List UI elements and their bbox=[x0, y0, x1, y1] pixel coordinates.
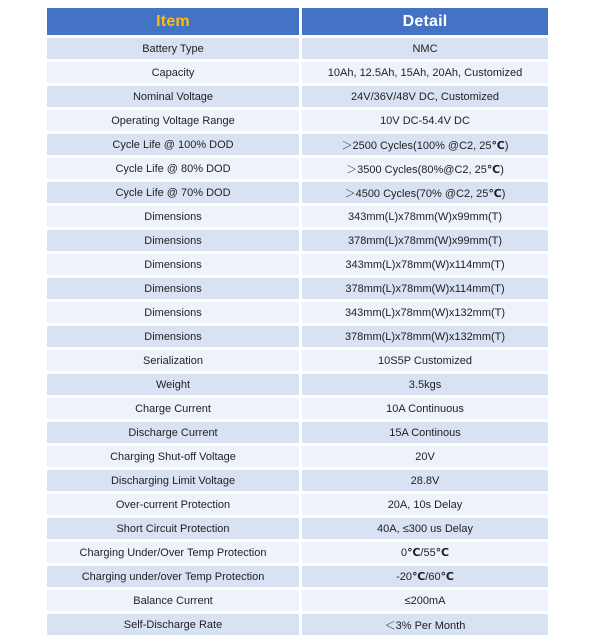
item-cell: Dimensions bbox=[47, 254, 299, 275]
detail-cell: 24V/36V/48V DC, Customized bbox=[302, 86, 548, 107]
table-row bbox=[47, 182, 548, 203]
table-row bbox=[47, 326, 548, 347]
detail-cell: 15A Continous bbox=[302, 422, 548, 443]
table-row bbox=[47, 518, 548, 539]
battery-spec-table bbox=[44, 5, 551, 638]
item-cell: Serialization bbox=[47, 350, 299, 371]
table-row bbox=[47, 590, 548, 611]
item-cell: Discharging Limit Voltage bbox=[47, 470, 299, 491]
detail-cell: -20℃/60℃ bbox=[302, 566, 548, 587]
item-cell: Charge Current bbox=[47, 398, 299, 419]
item-cell: Self-Discharge Rate bbox=[47, 614, 299, 635]
table-row bbox=[47, 422, 548, 443]
table-row bbox=[47, 278, 548, 299]
item-cell: Over-current Protection bbox=[47, 494, 299, 515]
detail-cell: 28.8V bbox=[302, 470, 548, 491]
detail-cell: 343mm(L)x78mm(W)x132mm(T) bbox=[302, 302, 548, 323]
table-row bbox=[47, 158, 548, 179]
item-cell: Cycle Life @ 70% DOD bbox=[47, 182, 299, 203]
column-header-item: Item bbox=[47, 8, 299, 35]
table-row bbox=[47, 62, 548, 83]
detail-cell: 378mm(L)x78mm(W)x114mm(T) bbox=[302, 278, 548, 299]
table-row bbox=[47, 350, 548, 371]
table-row bbox=[47, 206, 548, 227]
table-row bbox=[47, 254, 548, 275]
item-cell: Charging Shut-off Voltage bbox=[47, 446, 299, 467]
table-row bbox=[47, 134, 548, 155]
item-cell: Cycle Life @ 100% DOD bbox=[47, 134, 299, 155]
item-cell: Operating Voltage Range bbox=[47, 110, 299, 131]
detail-cell: 40A, ≤300 us Delay bbox=[302, 518, 548, 539]
table-row bbox=[47, 230, 548, 251]
table-row bbox=[47, 110, 548, 131]
detail-cell: ＜3% Per Month bbox=[302, 614, 548, 635]
column-header-detail: Detail bbox=[302, 8, 548, 35]
detail-cell: 0℃/55℃ bbox=[302, 542, 548, 563]
table-row bbox=[47, 38, 548, 59]
item-cell: Weight bbox=[47, 374, 299, 395]
table-row bbox=[47, 494, 548, 515]
item-cell: Capacity bbox=[47, 62, 299, 83]
item-cell: Balance Current bbox=[47, 590, 299, 611]
item-cell: Dimensions bbox=[47, 230, 299, 251]
table-row bbox=[47, 86, 548, 107]
table-row bbox=[47, 398, 548, 419]
table-row bbox=[47, 566, 548, 587]
detail-cell: 378mm(L)x78mm(W)x132mm(T) bbox=[302, 326, 548, 347]
item-cell: Charging under/over Temp Protection bbox=[47, 566, 299, 587]
item-cell: Charging Under/Over Temp Protection bbox=[47, 542, 299, 563]
table-body bbox=[47, 38, 548, 635]
table-row bbox=[47, 542, 548, 563]
item-cell: Cycle Life @ 80% DOD bbox=[47, 158, 299, 179]
detail-cell: 10Ah, 12.5Ah, 15Ah, 20Ah, Customized bbox=[302, 62, 548, 83]
detail-cell: 10S5P Customized bbox=[302, 350, 548, 371]
item-cell: Nominal Voltage bbox=[47, 86, 299, 107]
detail-cell: 10V DC-54.4V DC bbox=[302, 110, 548, 131]
detail-cell: ＞3500 Cycles(80%@C2, 25℃) bbox=[302, 158, 548, 179]
item-cell: Short Circuit Protection bbox=[47, 518, 299, 539]
detail-cell: ＞2500 Cycles(100% @C2, 25℃) bbox=[302, 134, 548, 155]
item-cell: Dimensions bbox=[47, 326, 299, 347]
item-cell: Discharge Current bbox=[47, 422, 299, 443]
detail-cell: 343mm(L)x78mm(W)x99mm(T) bbox=[302, 206, 548, 227]
detail-cell: 378mm(L)x78mm(W)x99mm(T) bbox=[302, 230, 548, 251]
detail-cell: 3.5kgs bbox=[302, 374, 548, 395]
table-row bbox=[47, 470, 548, 491]
table-row bbox=[47, 374, 548, 395]
detail-cell: 20A, 10s Delay bbox=[302, 494, 548, 515]
item-cell: Dimensions bbox=[47, 278, 299, 299]
table-row bbox=[47, 614, 548, 635]
item-cell: Dimensions bbox=[47, 302, 299, 323]
detail-cell: 10A Continuous bbox=[302, 398, 548, 419]
header-row bbox=[47, 8, 548, 35]
detail-cell: ＞4500 Cycles(70% @C2, 25℃) bbox=[302, 182, 548, 203]
table-row bbox=[47, 302, 548, 323]
detail-cell: NMC bbox=[302, 38, 548, 59]
detail-cell: ≤200mA bbox=[302, 590, 548, 611]
detail-cell: 20V bbox=[302, 446, 548, 467]
item-cell: Dimensions bbox=[47, 206, 299, 227]
detail-cell: 343mm(L)x78mm(W)x114mm(T) bbox=[302, 254, 548, 275]
item-cell: Battery Type bbox=[47, 38, 299, 59]
table-row bbox=[47, 446, 548, 467]
